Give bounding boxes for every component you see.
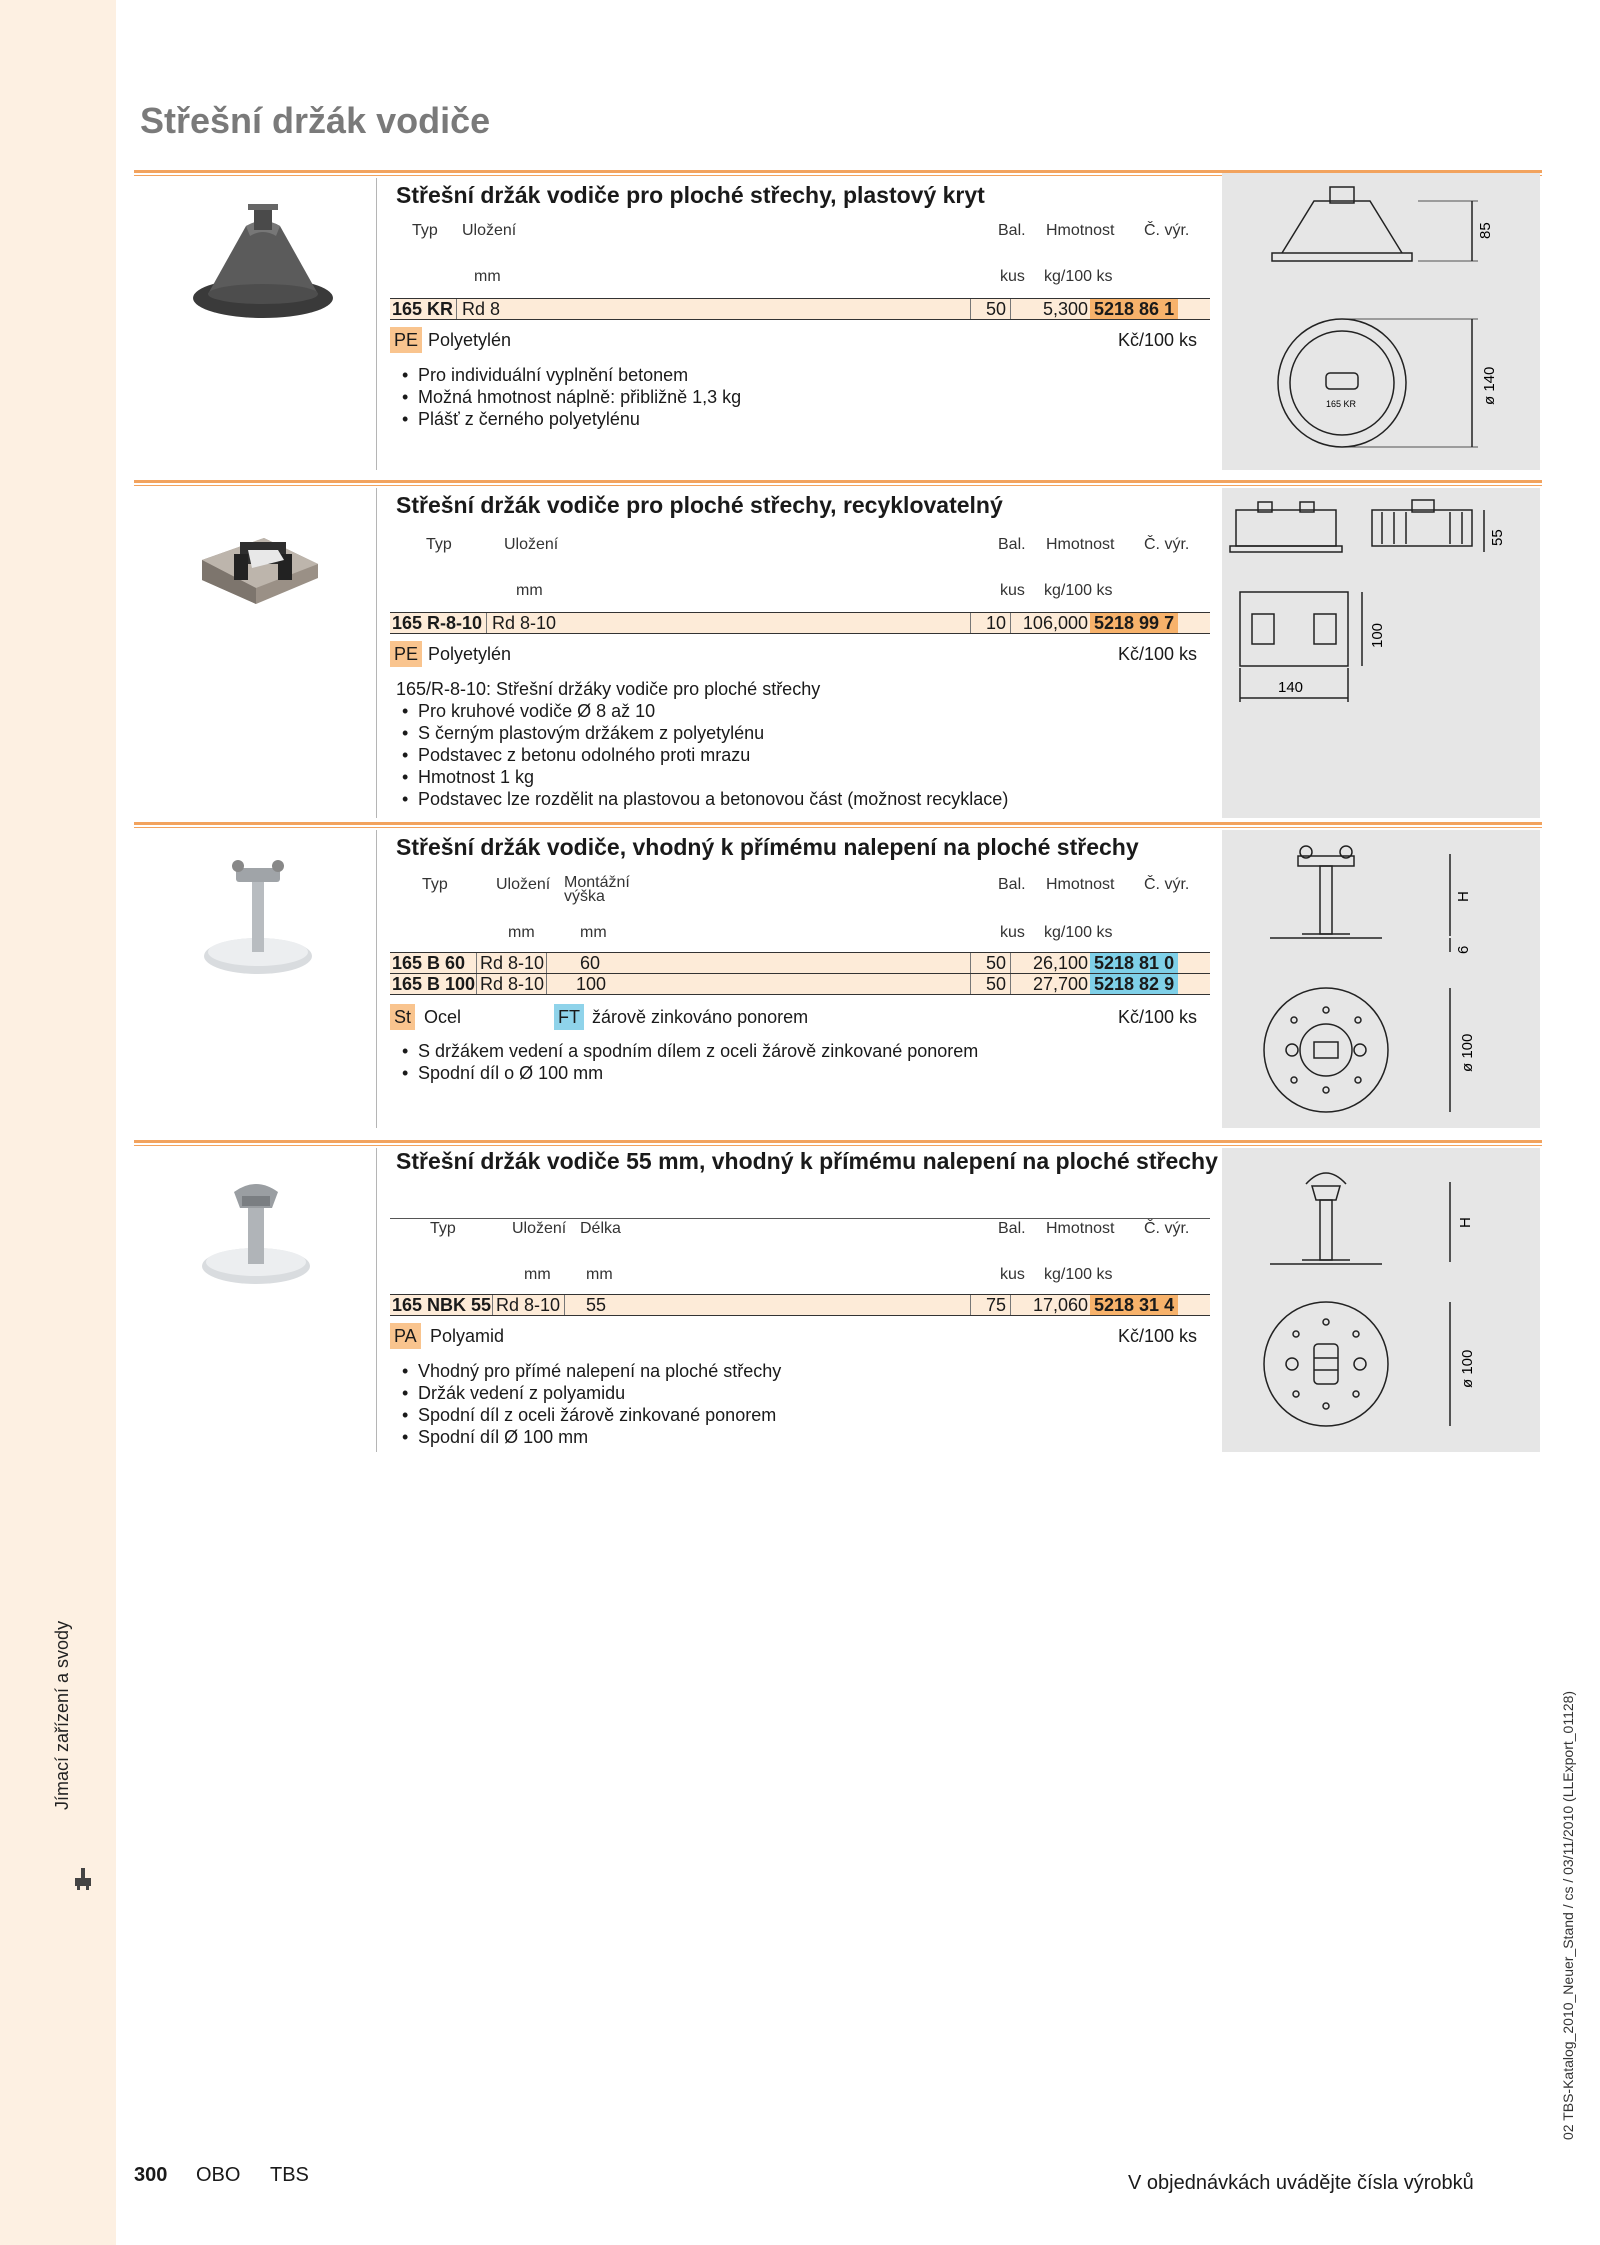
cell-ulozeni: Rd 8-10: [496, 1295, 561, 1315]
feature-item: • Spodní díl o Ø 100 mm: [396, 1062, 978, 1084]
table-top-rule: [390, 1218, 1210, 1219]
cell-separator: [486, 613, 487, 633]
cell-separator: [546, 953, 547, 973]
technical-drawing-1: [1222, 173, 1540, 470]
feature-item: • Podstavec lze rozdělit na plastovou a betonovou část (možnost recyklace): [396, 788, 1008, 810]
feature-item: • Pro individuální vyplnění betonem: [396, 364, 741, 386]
col-header-ulozeni: Uložení: [512, 1220, 567, 1237]
material-tag: PE: [390, 327, 422, 353]
unit-montazni-vyska: mm: [580, 924, 607, 941]
cell-bal: 10: [985, 613, 1006, 633]
cell-separator: [970, 953, 971, 973]
product-section-1: [134, 170, 1542, 470]
cell-separator: [970, 1295, 971, 1315]
col-header-typ: Typ: [426, 536, 452, 553]
sidebar: [0, 0, 116, 2245]
article-number: 5218 99 7: [1090, 613, 1178, 633]
table-row: [390, 612, 1210, 634]
feature-item: • Plášť z černého polyetylénu: [396, 408, 741, 430]
dimension-label: 140: [1278, 679, 1304, 696]
cell-hmotnost: 26,100: [1032, 953, 1088, 973]
cell-separator: [476, 974, 477, 994]
feature-item: • Hmotnost 1 kg: [396, 766, 1008, 788]
cell-ulozeni: Rd 8-10: [492, 613, 557, 633]
col-header-bal: Bal.: [998, 1220, 1026, 1237]
article-number: 5218 86 1: [1090, 299, 1178, 319]
dimension-label: ø 140: [1481, 366, 1498, 405]
cell-typ: 165 B 100: [392, 974, 476, 994]
cell-montazni-vyska: 100: [576, 974, 607, 994]
col-header-hmotnost: Hmotnost: [1046, 876, 1115, 893]
material-name: Ocel: [424, 1007, 462, 1027]
material-name: Polyetylén: [428, 644, 512, 664]
cell-separator: [492, 1295, 493, 1315]
section-divider: [376, 488, 377, 818]
cell-bal: 50: [985, 299, 1006, 319]
feature-list: [396, 678, 1008, 810]
product-photo-165-kr: [188, 198, 338, 326]
unit-delka: mm: [586, 1266, 613, 1283]
section-rule: [134, 1140, 1542, 1143]
technical-drawing-3: [1222, 830, 1540, 1128]
col-header-hmotnost: Hmotnost: [1046, 222, 1115, 239]
section-divider: [376, 178, 377, 470]
feature-item: • Možná hmotnost náplně: přibližně 1,3 kg: [396, 386, 741, 408]
col-header-bal: Bal.: [998, 222, 1026, 239]
feature-intro: 165/R-8-10: Střešní držáky vodiče pro ploché střechy: [396, 679, 821, 699]
col-header-cvyr: Č. výr.: [1144, 1220, 1190, 1237]
unit-hmotnost: kg/100 ks: [1044, 582, 1113, 599]
cell-typ: 165 R-8-10: [392, 613, 483, 633]
unit-ulozeni: mm: [508, 924, 535, 941]
cell-bal: 50: [985, 953, 1006, 973]
cell-separator: [970, 613, 971, 633]
section-rule: [134, 822, 1542, 825]
cell-hmotnost: 27,700: [1032, 974, 1088, 994]
technical-drawing-2: [1222, 488, 1540, 818]
technical-drawing-4: [1222, 1148, 1540, 1452]
col-header-typ: Typ: [430, 1220, 456, 1237]
cell-separator: [970, 299, 971, 319]
article-number: 5218 31 4: [1090, 1295, 1178, 1315]
col-header-ulozeni: Uložení: [504, 536, 559, 553]
cell-separator: [546, 974, 547, 994]
unit-hmotnost: kg/100 ks: [1044, 268, 1113, 285]
unit-ulozeni: mm: [516, 582, 543, 599]
cell-typ: 165 B 60: [392, 953, 466, 973]
dimension-label: 100: [1369, 622, 1386, 648]
section-rule: [134, 480, 1542, 483]
col-header-typ: Typ: [422, 876, 448, 893]
material-tag: St: [390, 1004, 415, 1030]
col-header-hmotnost: Hmotnost: [1046, 1220, 1115, 1237]
cell-separator: [970, 974, 971, 994]
unit-hmotnost: kg/100 ks: [1044, 1266, 1113, 1283]
col-header-bal: Bal.: [998, 536, 1026, 553]
cell-hmotnost: 106,000: [1022, 613, 1088, 633]
dimension-label: H: [1455, 891, 1472, 902]
dimension-label: 55: [1489, 529, 1506, 546]
product-photo-165-r-8-10: [194, 520, 324, 610]
col-header-cvyr: Č. výr.: [1144, 876, 1190, 893]
feature-item: • Spodní díl Ø 100 mm: [396, 1426, 781, 1448]
chapter-icon: [74, 1868, 92, 1890]
col-header-ulozeni: Uložení: [462, 222, 517, 239]
feature-item: • Vhodný pro přímé nalepení na ploché střechy: [396, 1360, 781, 1382]
table-row: [390, 952, 1210, 974]
col-header-bal: Bal.: [998, 876, 1026, 893]
feature-item: • S držákem vedení a spodním dílem z oceli žárově zinkované ponorem: [396, 1040, 978, 1062]
cell-ulozeni: Rd 8: [462, 299, 501, 319]
section-divider: [376, 830, 377, 1128]
cell-ulozeni: Rd 8-10: [480, 974, 545, 994]
drawing-part-label: 165 KR: [1326, 399, 1357, 409]
feature-list: [396, 364, 741, 430]
cell-bal: 75: [985, 1295, 1006, 1315]
section-title: Střešní držák vodiče pro ploché střechy, recyklovatelný: [396, 492, 1003, 518]
col-header-cvyr: Č. výr.: [1144, 222, 1190, 239]
page-number: 300: [134, 2164, 168, 2186]
feature-item: • Držák vedení z polyamidu: [396, 1382, 781, 1404]
dimension-label: ø 100: [1459, 1033, 1476, 1072]
section-rule-thin: [134, 485, 1542, 486]
price-unit: Kč/100 ks: [1118, 1007, 1198, 1027]
material-name: Polyetylén: [428, 330, 512, 350]
feature-list: [396, 1360, 781, 1448]
cell-separator: [564, 1295, 565, 1315]
unit-ulozeni: mm: [474, 268, 501, 285]
material-name: Polyamid: [430, 1326, 505, 1346]
section-title: Střešní držák vodiče 55 mm, vhodný k přímému nalepení na ploché střechy: [396, 1148, 1218, 1174]
product-photo-165-b: [198, 850, 318, 980]
section-title: Střešní držák vodiče, vhodný k přímému nalepení na ploché střechy: [396, 834, 1139, 860]
unit-bal: kus: [1000, 924, 1025, 941]
product-line-label: TBS: [270, 2164, 309, 2186]
col-header-cvyr: Č. výr.: [1144, 536, 1190, 553]
print-job-label: 02 TBS-Katalog_2010_Neuer_Stand / cs / 03/11/2010 (LLExport_01128): [1560, 1690, 1576, 2140]
price-unit: Kč/100 ks: [1118, 330, 1198, 350]
finish-name: žárově zinkováno ponorem: [592, 1007, 809, 1027]
table-row: [390, 1294, 1210, 1316]
unit-bal: kus: [1000, 268, 1025, 285]
dimension-label: ø 100: [1459, 1349, 1476, 1388]
col-header-ulozeni: Uložení: [496, 876, 551, 893]
col-header-typ: Typ: [412, 222, 438, 239]
finish-tag: FT: [554, 1004, 584, 1030]
cell-typ: 165 KR: [392, 299, 454, 319]
cell-hmotnost: 17,060: [1032, 1295, 1088, 1315]
dimension-label: 85: [1477, 222, 1494, 239]
unit-hmotnost: kg/100 ks: [1044, 924, 1113, 941]
unit-bal: kus: [1000, 582, 1025, 599]
col-header-delka: Délka: [580, 1220, 621, 1237]
product-section-3: [134, 822, 1542, 1128]
sidebar-chapter-label: Jímací zařízení a svody: [52, 1620, 72, 1810]
ordering-note: V objednávkách uvádějte čísla výrobků: [1128, 2172, 1474, 2194]
material-tag: PE: [390, 641, 422, 667]
brand-label: OBO: [196, 2164, 241, 2186]
article-number: 5218 81 0: [1090, 953, 1178, 973]
col-header-hmotnost: Hmotnost: [1046, 536, 1115, 553]
feature-item: • S černým plastovým držákem z polyetylénu: [396, 722, 1008, 744]
feature-item: • Pro kruhové vodiče Ø 8 až 10: [396, 700, 1008, 722]
cell-typ: 165 NBK 55: [392, 1295, 492, 1315]
dimension-label: H: [1457, 1217, 1474, 1228]
unit-bal: kus: [1000, 1266, 1025, 1283]
material-tag: PA: [390, 1323, 421, 1349]
section-title: Střešní držák vodiče pro ploché střechy, plastový kryt: [396, 182, 985, 208]
product-section-4: [134, 1140, 1542, 1452]
unit-ulozeni: mm: [524, 1266, 551, 1283]
feature-item: • Spodní díl z oceli žárově zinkované ponorem: [396, 1404, 781, 1426]
section-rule-thin: [134, 827, 1542, 828]
article-number: 5218 82 9: [1090, 974, 1178, 994]
cell-montazni-vyska: 60: [580, 953, 601, 973]
price-unit: Kč/100 ks: [1118, 1326, 1198, 1346]
feature-item: • Podstavec z betonu odolného proti mrazu: [396, 744, 1008, 766]
dimension-label: 6: [1455, 945, 1472, 954]
section-divider: [376, 1148, 377, 1452]
feature-list: [396, 1040, 978, 1084]
cell-bal: 50: [985, 974, 1006, 994]
product-photo-165-nbk-55: [196, 1170, 316, 1290]
product-section-2: [134, 480, 1542, 818]
cell-ulozeni: Rd 8-10: [480, 953, 545, 973]
cell-separator: [476, 953, 477, 973]
cell-separator: [456, 299, 457, 319]
col-header-montazni-vyska: Montážní výška: [564, 874, 630, 905]
cell-hmotnost: 5,300: [1042, 299, 1088, 319]
page-title: Střešní držák vodiče: [140, 100, 491, 141]
price-unit: Kč/100 ks: [1118, 644, 1198, 664]
table-row: [390, 298, 1210, 320]
cell-delka: 55: [586, 1295, 607, 1315]
table-row: [390, 973, 1210, 995]
